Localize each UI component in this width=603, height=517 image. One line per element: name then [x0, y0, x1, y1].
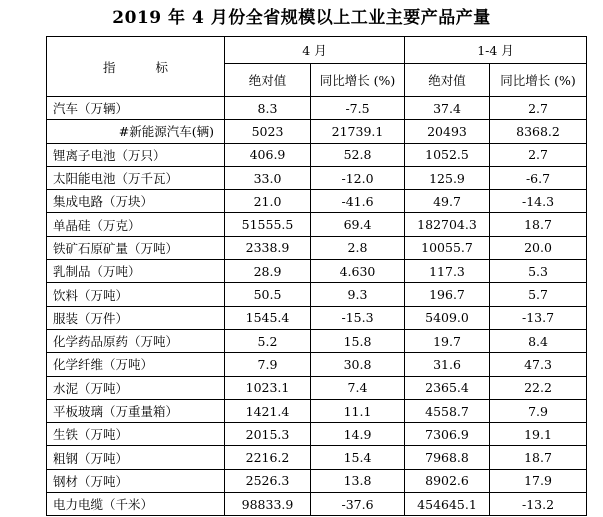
month-absolute-cell: 7.9	[225, 353, 311, 376]
cumulative-yoy-cell: -6.7	[490, 166, 587, 189]
cumulative-absolute-cell: 7968.8	[405, 446, 490, 469]
product-name-cell: 单晶硅（万克）	[47, 213, 225, 236]
month-yoy-cell: -37.6	[311, 493, 405, 516]
month-yoy-cell: 2.8	[311, 236, 405, 259]
cumulative-yoy-cell: 8368.2	[490, 120, 587, 143]
cumulative-absolute-cell: 20493	[405, 120, 490, 143]
cumulative-absolute-cell: 182704.3	[405, 213, 490, 236]
month-yoy-cell: -15.3	[311, 306, 405, 329]
product-name-cell: 化学纤维（万吨）	[47, 353, 225, 376]
month-yoy-cell: 7.4	[311, 376, 405, 399]
month-absolute-cell: 2015.3	[225, 423, 311, 446]
cumulative-absolute-cell: 125.9	[405, 166, 490, 189]
cumulative-absolute-cell: 196.7	[405, 283, 490, 306]
table-row	[47, 166, 587, 189]
cumulative-absolute-cell: 10055.7	[405, 236, 490, 259]
product-name-cell: 乳制品（万吨）	[47, 260, 225, 283]
month-absolute-cell: 98833.9	[225, 493, 311, 516]
cumulative-yoy-cell: -14.3	[490, 190, 587, 213]
month-yoy-cell: 69.4	[311, 213, 405, 236]
table-row	[47, 446, 587, 469]
indicator-header: 指 标	[47, 37, 225, 97]
month-yoy-cell: 15.4	[311, 446, 405, 469]
product-name-cell: 生铁（万吨）	[47, 423, 225, 446]
period-header-month: 4 月	[225, 37, 405, 64]
cumulative-absolute-cell: 1052.5	[405, 143, 490, 166]
product-name-cell: 集成电路（万块）	[47, 190, 225, 213]
month-absolute-cell: 2338.9	[225, 236, 311, 259]
month-yoy-cell: 9.3	[311, 283, 405, 306]
col-header-month-yoy: 同比增长 (%)	[311, 64, 405, 97]
cumulative-yoy-cell: 17.9	[490, 469, 587, 492]
month-yoy-cell: 15.8	[311, 329, 405, 352]
month-yoy-cell: 13.8	[311, 469, 405, 492]
month-yoy-cell: 21739.1	[311, 120, 405, 143]
cumulative-yoy-cell: 7.9	[490, 399, 587, 422]
cumulative-absolute-cell: 7306.9	[405, 423, 490, 446]
month-absolute-cell: 406.9	[225, 143, 311, 166]
month-absolute-cell: 33.0	[225, 166, 311, 189]
month-yoy-cell: 52.8	[311, 143, 405, 166]
table-body	[47, 97, 587, 516]
month-absolute-cell: 5023	[225, 120, 311, 143]
table-row	[47, 469, 587, 492]
month-yoy-cell: 4.630	[311, 260, 405, 283]
month-absolute-cell: 51555.5	[225, 213, 311, 236]
month-yoy-cell: 14.9	[311, 423, 405, 446]
month-absolute-cell: 50.5	[225, 283, 311, 306]
month-yoy-cell: 30.8	[311, 353, 405, 376]
table-row	[47, 260, 587, 283]
cumulative-yoy-cell: 47.3	[490, 353, 587, 376]
month-absolute-cell: 28.9	[225, 260, 311, 283]
product-name-cell: #新能源汽车(辆)	[47, 120, 225, 143]
cumulative-absolute-cell: 19.7	[405, 329, 490, 352]
cumulative-absolute-cell: 117.3	[405, 260, 490, 283]
table-row	[47, 190, 587, 213]
page-title: 2019 年 4 月份全省规模以上工业主要产品产量	[112, 8, 491, 28]
cumulative-yoy-cell: 2.7	[490, 143, 587, 166]
cumulative-absolute-cell: 5409.0	[405, 306, 490, 329]
table-row	[47, 493, 587, 516]
month-absolute-cell: 1421.4	[225, 399, 311, 422]
product-name-cell: 水泥（万吨）	[47, 376, 225, 399]
month-absolute-cell: 1545.4	[225, 306, 311, 329]
product-name-cell: 铁矿石原矿量（万吨）	[47, 236, 225, 259]
cumulative-yoy-cell: 8.4	[490, 329, 587, 352]
period-header-cumulative: 1-4 月	[405, 37, 587, 64]
product-name-cell: 饮料（万吨）	[47, 283, 225, 306]
cumulative-yoy-cell: -13.7	[490, 306, 587, 329]
cumulative-yoy-cell: 18.7	[490, 446, 587, 469]
month-absolute-cell: 21.0	[225, 190, 311, 213]
month-absolute-cell: 2526.3	[225, 469, 311, 492]
cumulative-yoy-cell: 22.2	[490, 376, 587, 399]
table-row	[47, 329, 587, 352]
col-header-cumulative-absolute: 绝对值	[405, 64, 490, 97]
production-table	[46, 36, 587, 516]
product-name-cell: 粗钢（万吨）	[47, 446, 225, 469]
cumulative-yoy-cell: 2.7	[490, 97, 587, 120]
table-row	[47, 399, 587, 422]
product-name-cell: 太阳能电池（万千瓦）	[47, 166, 225, 189]
cumulative-yoy-cell: 5.3	[490, 260, 587, 283]
month-absolute-cell: 1023.1	[225, 376, 311, 399]
product-name-cell: 服装（万件）	[47, 306, 225, 329]
cumulative-yoy-cell: 20.0	[490, 236, 587, 259]
cumulative-yoy-cell: 18.7	[490, 213, 587, 236]
cumulative-absolute-cell: 4558.7	[405, 399, 490, 422]
month-absolute-cell: 8.3	[225, 97, 311, 120]
month-yoy-cell: -12.0	[311, 166, 405, 189]
table-row	[47, 97, 587, 120]
month-yoy-cell: -41.6	[311, 190, 405, 213]
table-row	[47, 376, 587, 399]
cumulative-absolute-cell: 37.4	[405, 97, 490, 120]
month-absolute-cell: 5.2	[225, 329, 311, 352]
cumulative-yoy-cell: 19.1	[490, 423, 587, 446]
month-yoy-cell: -7.5	[311, 97, 405, 120]
cumulative-absolute-cell: 454645.1	[405, 493, 490, 516]
cumulative-yoy-cell: -13.2	[490, 493, 587, 516]
cumulative-absolute-cell: 8902.6	[405, 469, 490, 492]
month-absolute-cell: 2216.2	[225, 446, 311, 469]
col-header-cumulative-yoy: 同比增长 (%)	[490, 64, 587, 97]
table-row	[47, 306, 587, 329]
product-name-cell: 汽车（万辆）	[47, 97, 225, 120]
col-header-month-absolute: 绝对值	[225, 64, 311, 97]
month-yoy-cell: 11.1	[311, 399, 405, 422]
product-name-cell: 平板玻璃（万重量箱）	[47, 399, 225, 422]
table-row	[47, 236, 587, 259]
product-name-cell: 电力电缆（千米）	[47, 493, 225, 516]
cumulative-yoy-cell: 5.7	[490, 283, 587, 306]
product-name-cell: 化学药品原药（万吨）	[47, 329, 225, 352]
cumulative-absolute-cell: 2365.4	[405, 376, 490, 399]
product-name-cell: 钢材（万吨）	[47, 469, 225, 492]
product-name-cell: 锂离子电池（万只）	[47, 143, 225, 166]
table-row	[47, 213, 587, 236]
table-row	[47, 143, 587, 166]
table-row	[47, 120, 587, 143]
cumulative-absolute-cell: 49.7	[405, 190, 490, 213]
table-row	[47, 353, 587, 376]
table-row	[47, 423, 587, 446]
table-row	[47, 283, 587, 306]
cumulative-absolute-cell: 31.6	[405, 353, 490, 376]
